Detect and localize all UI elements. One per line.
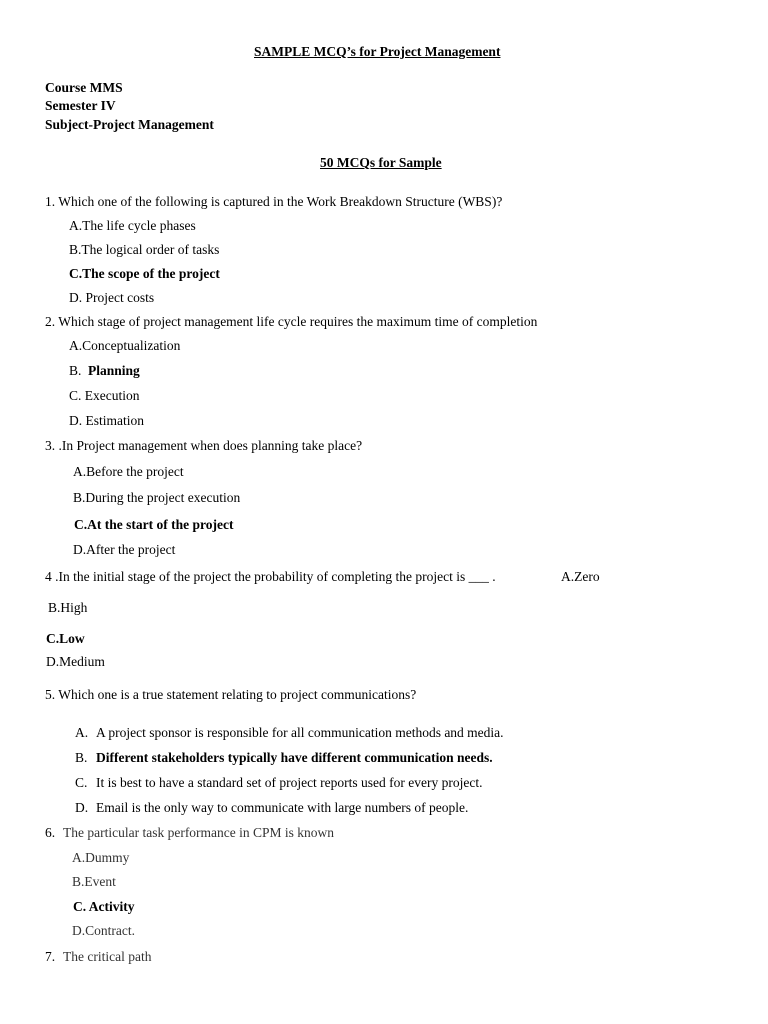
q6-option-b: B.Event: [72, 874, 116, 889]
q5-option-b-answer: Different stakeholders typically have different communication needs.: [96, 750, 493, 765]
question-4: 4 .In the initial stage of the project the probability of completing the project is ___ .: [45, 569, 496, 584]
subject-line: Subject-Project Management: [45, 117, 214, 132]
q4-option-a: A.Zero: [561, 569, 600, 584]
q5-option-a: A project sponsor is responsible for all communication methods and media.: [96, 725, 504, 740]
q5-option-c-letter: C.: [75, 775, 88, 790]
q2-option-b-answer: Planning: [88, 363, 140, 378]
q2-option-b-prefix: B.: [69, 363, 82, 378]
q2-option-a: A.Conceptualization: [69, 338, 181, 353]
question-6: The particular task performance in CPM is known: [63, 825, 335, 840]
q4-option-c-answer: C.Low: [46, 631, 85, 646]
q3-option-c-answer: C.At the start of the project: [74, 517, 234, 532]
q5-option-a-letter: A.: [75, 725, 89, 740]
q6-option-a: A.Dummy: [72, 850, 130, 865]
question-3: 3. .In Project management when does planning take place?: [45, 438, 363, 453]
question-7-number: 7.: [45, 949, 56, 964]
document-title: SAMPLE MCQ’s for Project Management: [254, 44, 501, 59]
question-1: 1. Which one of the following is captured in the Work Breakdown Structure (WBS)?: [45, 194, 503, 209]
question-5: 5. Which one is a true statement relating to project communications?: [45, 687, 417, 702]
q4-option-b: B.High: [48, 600, 88, 615]
q4-option-d: D.Medium: [46, 654, 105, 669]
section-subtitle: 50 MCQs for Sample: [320, 155, 442, 170]
question-7: The critical path: [63, 949, 152, 964]
q6-option-c-answer: C. Activity: [73, 899, 135, 914]
q2-option-c: C. Execution: [69, 388, 140, 403]
q1-option-d: D. Project costs: [69, 290, 155, 305]
q5-option-c: It is best to have a standard set of project reports used for every project.: [96, 775, 483, 790]
course-line: Course MMS: [45, 80, 123, 95]
q5-option-d: Email is the only way to communicate with large numbers of people.: [96, 800, 469, 815]
q3-option-b: B.During the project execution: [73, 490, 241, 505]
q1-option-a: A.The life cycle phases: [69, 218, 196, 233]
q3-option-a: A.Before the project: [73, 464, 184, 479]
q1-option-c-answer: C.The scope of the project: [69, 266, 220, 281]
q3-option-d: D.After the project: [73, 542, 176, 557]
question-6-number: 6.: [45, 825, 56, 840]
semester-line: Semester IV: [45, 98, 116, 113]
q5-option-d-letter: D.: [75, 800, 89, 815]
q5-option-b-letter: B.: [75, 750, 88, 765]
question-2: 2. Which stage of project management life cycle requires the maximum time of completion: [45, 314, 538, 329]
q1-option-b: B.The logical order of tasks: [69, 242, 220, 257]
q2-option-d: D. Estimation: [69, 413, 144, 428]
q6-option-d: D.Contract.: [72, 923, 135, 938]
